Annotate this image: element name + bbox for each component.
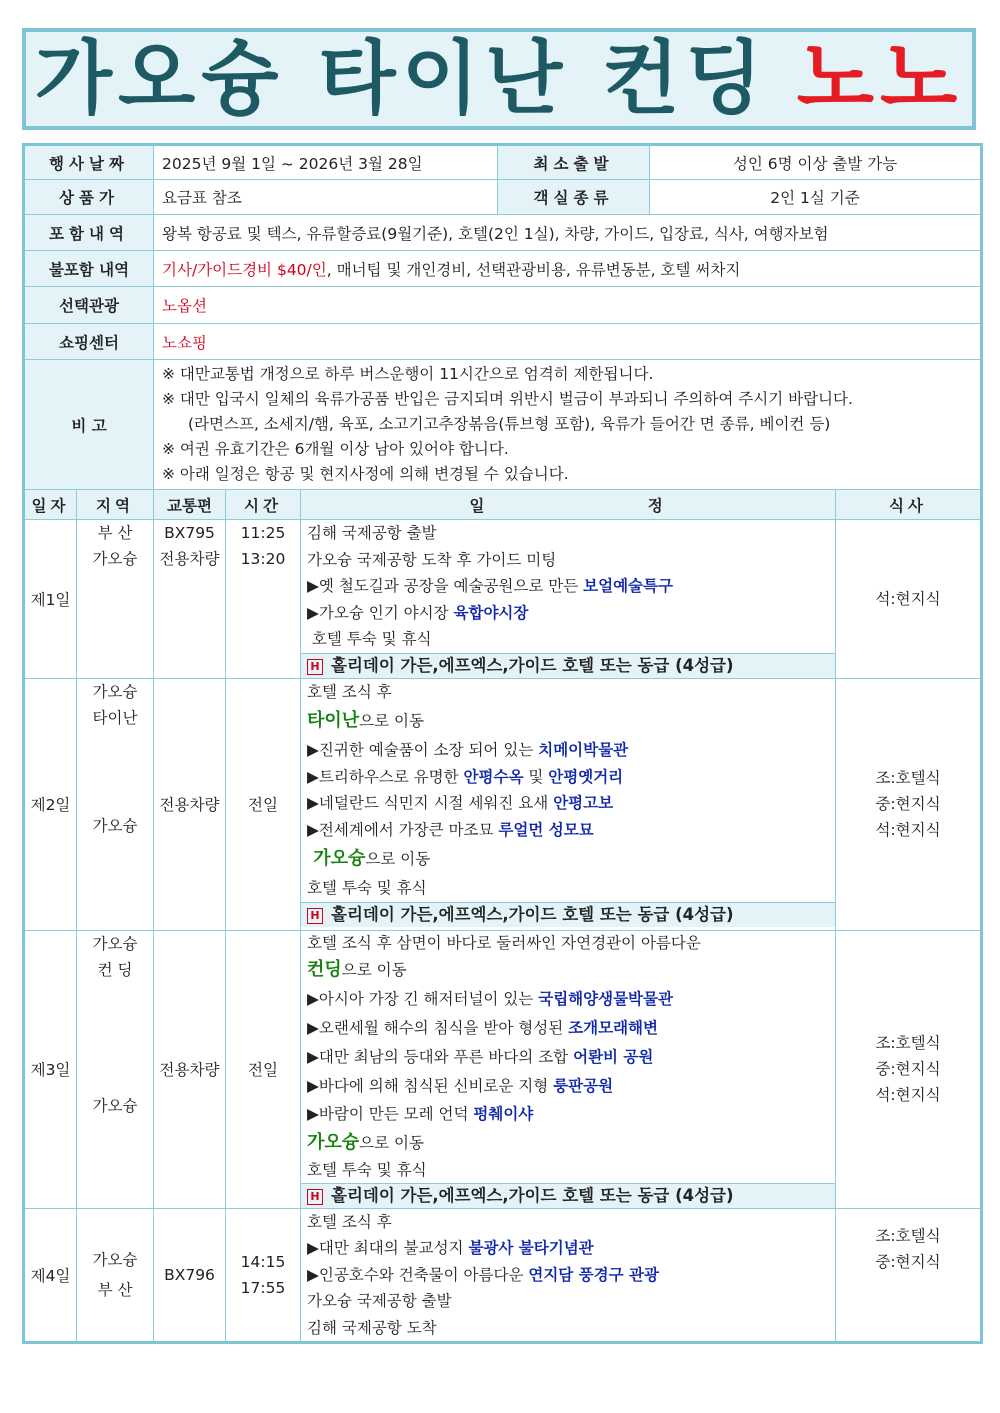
- attraction-name: 룽판공원: [553, 1076, 614, 1095]
- day-meals: [836, 1208, 982, 1343]
- day-region: [77, 1208, 154, 1343]
- shopping-label: 쇼핑센터: [24, 324, 154, 360]
- schedule-line: 가오슝 국제공항 도착 후 가이드 미팅: [307, 550, 557, 569]
- room-type-label: 객실종류: [498, 180, 650, 215]
- attraction-name: 육합야시장: [453, 603, 529, 622]
- excluded-value: [154, 251, 982, 287]
- header-transport: 교통편: [154, 490, 226, 520]
- attraction-name: 보얼예술특구: [583, 577, 673, 595]
- min-departure-value: 성인 6명 이상 출발 가능: [650, 145, 982, 180]
- city-name: 컨딩: [307, 958, 342, 980]
- region-name: 가오슝: [92, 550, 138, 568]
- title-banner: [22, 28, 976, 130]
- note-line: ※ 아래 일정은 항공 및 현지사정에 의해 변경될 수 있습니다.: [162, 465, 569, 483]
- attraction-name: 펑췌이샤: [473, 1104, 534, 1123]
- time-value: 14:15: [240, 1252, 286, 1271]
- header-schedule: 일 정: [301, 490, 836, 520]
- day-label: 제3일: [24, 930, 77, 1208]
- shopping-value: 노쇼핑: [154, 324, 982, 360]
- day-schedule: [301, 678, 836, 930]
- day-transport: [154, 520, 226, 679]
- note-line: (라면스프, 소세지/햄, 육포, 소고기고추장볶음(튜브형 포함), 육류가 들어간 면 종류, 베이컨 등): [188, 415, 831, 433]
- city-name: 타이난: [307, 710, 360, 731]
- note-line: ※ 대만 입국시 일체의 육류가공품 반입은 금지되며 위반시 벌금이 부과되니 주의하여 주시기 바랍니다.: [162, 390, 853, 408]
- schedule-line: 호텔 투숙 및 휴식: [307, 630, 432, 648]
- day-schedule: [301, 1208, 836, 1343]
- schedule-line: 가오슝 국제공항 출발: [307, 1292, 452, 1310]
- room-type-value: 2인 1실 기준: [650, 180, 982, 215]
- notes-label: 비 고: [24, 360, 154, 490]
- schedule-line: ▶트리하우스로 유명한 안평수옥 및 안평옛거리: [307, 767, 624, 786]
- schedule-line: ▶전세계에서 가장큰 마조묘 루얼먼 성모묘: [307, 820, 594, 839]
- city-name: 가오슝: [307, 848, 366, 869]
- region-name: 가오슝: [92, 816, 138, 835]
- attraction-name: 연지담 풍경구 관광: [528, 1265, 659, 1284]
- meal-item: 조:호텔식: [875, 769, 941, 787]
- region-name: 가오슝: [92, 682, 138, 701]
- city-name: 가오슝: [307, 1131, 360, 1153]
- header-meal: 식사: [836, 490, 982, 520]
- day-label: 제2일: [24, 678, 77, 930]
- schedule-line: ▶진귀한 예술품이 소장 되어 있는 치메이박물관: [307, 741, 629, 759]
- date-label: 행사날짜: [24, 145, 154, 180]
- schedule-line: 가오슝으로 이동: [307, 1131, 424, 1153]
- price-value: 요금표 참조: [154, 180, 498, 215]
- schedule-line: ▶아시아 가장 긴 해저터널이 있는 국립해양생물박물관: [307, 989, 673, 1008]
- schedule-line: 김해 국제공항 출발: [307, 524, 437, 542]
- day-meals: [836, 930, 982, 1208]
- excluded-highlight: 기사/가이드경비 $40/인: [162, 260, 327, 279]
- included-label: 포함내역: [24, 215, 154, 251]
- meal-item: 조:호텔식: [875, 1226, 941, 1245]
- itinerary-table: [22, 143, 983, 1344]
- note-line: ※ 여권 유효기간은 6개월 이상 남아 있어야 합니다.: [162, 440, 509, 458]
- notes: [154, 360, 982, 490]
- meal-item: 중:현지식: [875, 1060, 941, 1078]
- day-region: [77, 678, 154, 930]
- schedule-line: 김해 국제공항 도착: [307, 1318, 437, 1337]
- day-time: 전일: [226, 930, 301, 1208]
- attraction-name: 국립해양생물박물관: [538, 989, 673, 1008]
- attraction-name: 어롼비 공원: [573, 1047, 654, 1066]
- header-day: 일자: [24, 490, 77, 520]
- day-label: 제4일: [24, 1208, 77, 1343]
- hotel-icon: H: [307, 659, 323, 675]
- day-meals: [836, 520, 982, 679]
- hotel-line: H 홀리데이 가든,에프엑스,가이드 호텔 또는 동급 (4성급): [301, 1183, 835, 1208]
- excluded-rest: , 매너팁 및 개인경비, 선택관광비용, 유류변동분, 호텔 써차지: [326, 260, 741, 279]
- day-transport: 전용차량: [154, 678, 226, 930]
- day-row: [24, 678, 982, 930]
- attraction-name: 불광사 불타기념관: [468, 1239, 594, 1257]
- region-name: 가오슝: [92, 1250, 138, 1269]
- time-value: 11:25: [240, 524, 286, 542]
- day-transport: 전용차량: [154, 930, 226, 1208]
- schedule-line: ▶오랜세월 해수의 침식을 받아 형성된 조개모래해변: [307, 1018, 658, 1037]
- day-transport: BX796: [154, 1208, 226, 1343]
- attraction-name: 루얼먼 성모묘: [498, 820, 594, 839]
- transport-name: 전용차량: [159, 550, 220, 568]
- schedule-line: ▶네덜란드 식민지 시절 세워진 요새 안평고보: [307, 794, 614, 812]
- region-name: 부 산: [97, 1280, 133, 1299]
- note-line: ※ 대만교통법 개정으로 하루 버스운행이 11시간으로 엄격히 제한됩니다.: [162, 365, 654, 383]
- title-accent: 노노: [796, 32, 964, 125]
- min-departure-label: 최소출발: [498, 145, 650, 180]
- schedule-line: 타이난으로 이동: [307, 710, 424, 731]
- schedule-line: 호텔 조식 후: [307, 1212, 392, 1231]
- meal-item: 석:현지식: [875, 1086, 941, 1104]
- region-name: 가오슝: [92, 1096, 138, 1115]
- region-name: 컨 딩: [97, 960, 133, 979]
- hotel-icon: H: [307, 1189, 323, 1205]
- attraction-name: 치메이박물관: [538, 741, 629, 759]
- day-schedule: [301, 520, 836, 679]
- time-value: 17:55: [240, 1278, 286, 1297]
- schedule-line: ▶가오슝 인기 야시장 육합야시장: [307, 603, 529, 622]
- day-row: [24, 1208, 982, 1343]
- hotel-line: H 홀리데이 가든,에프엑스,가이드 호텔 또는 동급 (4성급): [301, 902, 835, 927]
- schedule-line: ▶대만 최남의 등대와 푸른 바다의 조합 어롼비 공원: [307, 1047, 654, 1066]
- schedule-line: 가오슝으로 이동: [307, 848, 431, 869]
- title-main: 가오슝 타이난 컨딩: [34, 32, 769, 125]
- schedule-line: 호텔 조식 후: [307, 682, 392, 701]
- schedule-line: ▶옛 철도길과 공장을 예술공원으로 만든 보얼예술특구: [307, 577, 673, 595]
- transport-name: BX795: [164, 524, 215, 542]
- schedule-line: 호텔 투숙 및 휴식: [307, 879, 427, 897]
- excluded-label: 불포함 내역: [24, 251, 154, 287]
- schedule-line: 호텔 조식 후 삼면이 바다로 둘러싸인 자연경관이 아름다운: [307, 933, 701, 952]
- day-schedule: [301, 930, 836, 1208]
- day-label: 제1일: [24, 520, 77, 679]
- attraction-name: 안평수옥: [463, 767, 524, 786]
- day-time: 전일: [226, 678, 301, 930]
- hotel-line: H 홀리데이 가든,에프엑스,가이드 호텔 또는 동급 (4성급): [301, 653, 835, 678]
- meal-item: 석:현지식: [875, 821, 941, 839]
- meal-item: 중:현지식: [875, 795, 941, 813]
- schedule-line: 컨딩으로 이동: [307, 958, 407, 980]
- region-name: 타이난: [92, 708, 138, 727]
- day-meals: [836, 678, 982, 930]
- attraction-name: 조개모래해변: [568, 1018, 658, 1037]
- schedule-line: ▶바람이 만든 모레 언덕 펑췌이샤: [307, 1104, 534, 1123]
- schedule-line: ▶바다에 의해 침식된 신비로운 지형 룽판공원: [307, 1076, 614, 1095]
- date-value: 2025년 9월 1일 ~ 2026년 3월 28일: [154, 145, 498, 180]
- meal-item: 조:호텔식: [875, 1034, 941, 1052]
- price-label: 상품가: [24, 180, 154, 215]
- day-row: [24, 930, 982, 1208]
- day-region: [77, 930, 154, 1208]
- day-region: [77, 520, 154, 679]
- attraction-name: 안평옛거리: [548, 767, 624, 786]
- hotel-icon: H: [307, 908, 323, 924]
- meal-item: 석:현지식: [875, 589, 941, 608]
- optional-tour-value: 노옵션: [154, 287, 982, 324]
- day-row: [24, 520, 982, 679]
- header-time: 시간: [226, 490, 301, 520]
- meal-item: 중:현지식: [875, 1252, 941, 1271]
- day-time: [226, 1208, 301, 1343]
- region-name: 부 산: [97, 524, 133, 542]
- attraction-name: 안평고보: [553, 794, 614, 812]
- header-region: 지역: [77, 490, 154, 520]
- schedule-line: ▶대만 최대의 불교성지 불광사 불타기념관: [307, 1239, 594, 1257]
- schedule-line: ▶인공호수와 건축물이 아름다운 연지담 풍경구 관광: [307, 1265, 659, 1284]
- included-value: 왕복 항공료 및 텍스, 유류할증료(9월기준), 호텔(2인 1실), 차량, 가이드, 입장료, 식사, 여행자보험: [154, 215, 982, 251]
- region-name: 가오슝: [92, 934, 138, 953]
- schedule-line: 호텔 투숙 및 휴식: [307, 1160, 427, 1179]
- optional-tour-label: 선택관광: [24, 287, 154, 324]
- time-value: 13:20: [240, 550, 286, 568]
- day-time: [226, 520, 301, 679]
